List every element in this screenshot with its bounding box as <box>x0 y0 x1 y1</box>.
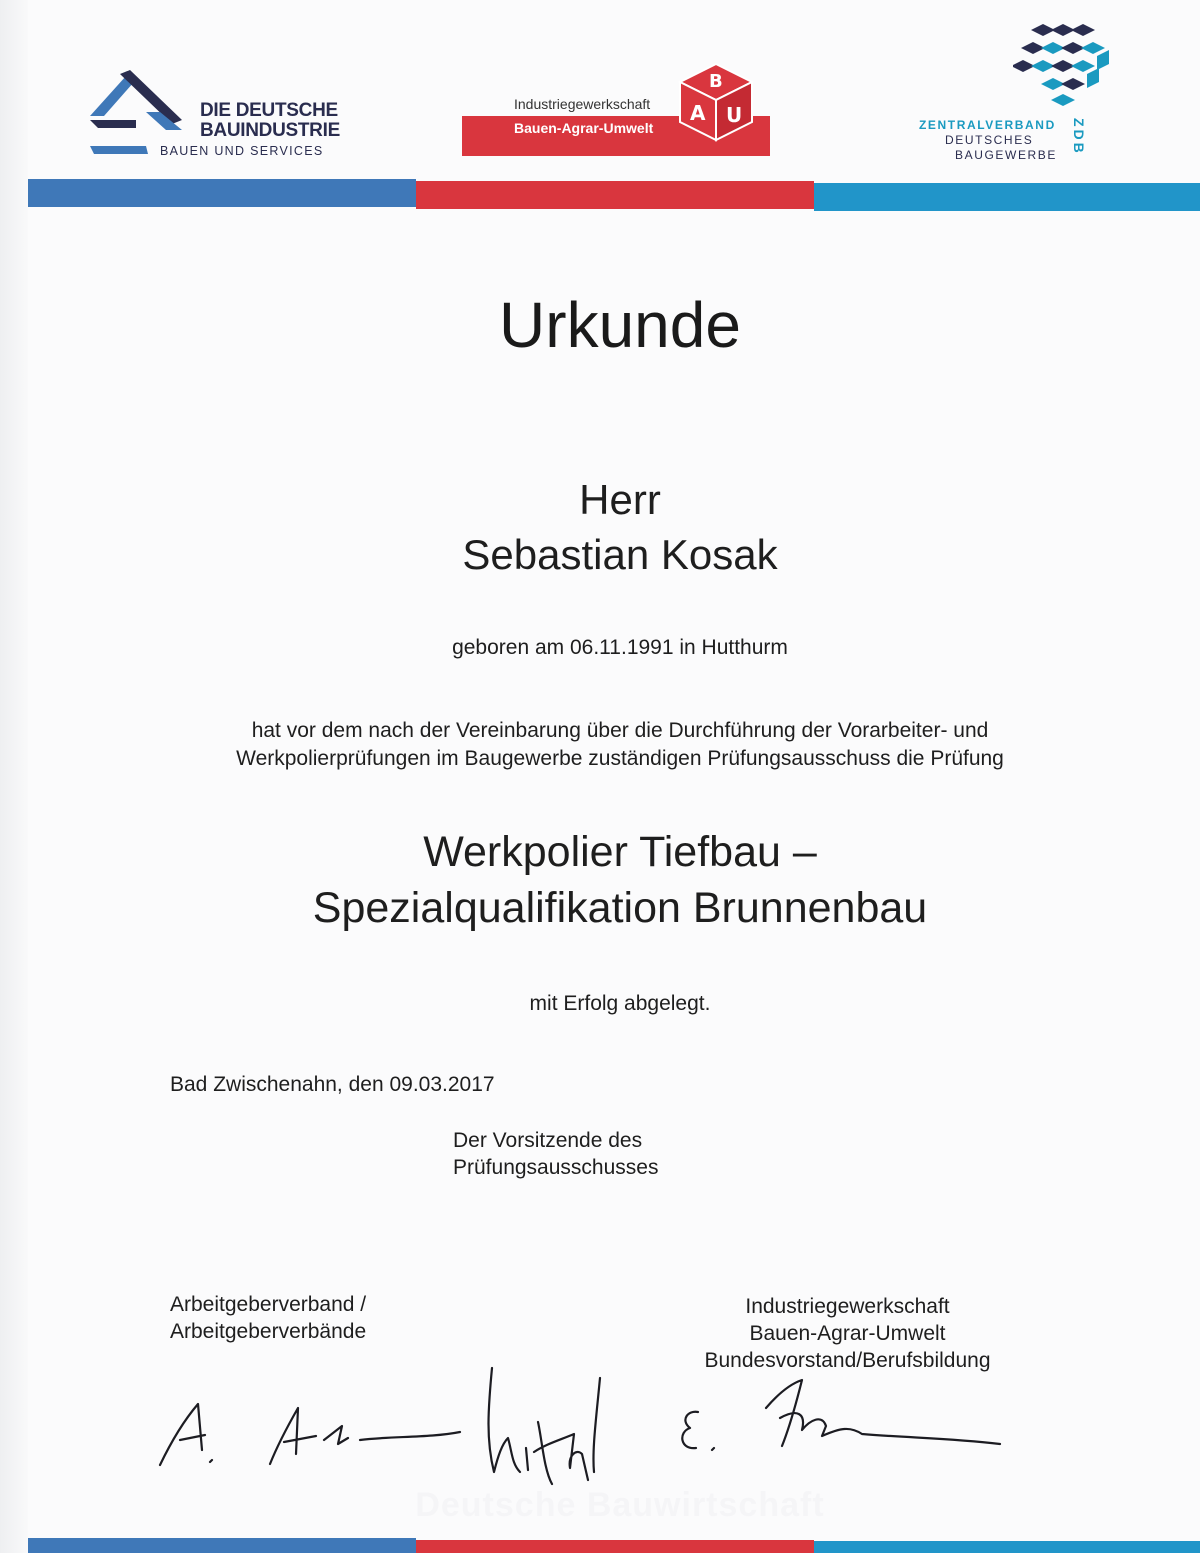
body-text-line1: hat vor dem nach der Vereinbarung über die Durchführung der Vorarbeiter- und <box>251 719 989 742</box>
logo-ig-bau <box>462 60 772 160</box>
svg-text:A: A <box>690 101 706 125</box>
signature-union <box>682 1380 1000 1450</box>
logo-zdb <box>905 20 1105 170</box>
salutation: Herr <box>579 476 661 523</box>
signature-employer <box>160 1404 460 1465</box>
logo-center-band: Bauen-Agrar-Umwelt <box>514 120 654 136</box>
logo-left-line3: BAUEN UND SERVICES <box>160 144 324 158</box>
bau-cube-icon <box>676 60 756 144</box>
top-stripe-blue <box>28 179 416 207</box>
watermark-text: Deutsche Bauwirtschaft <box>415 1486 825 1524</box>
logo-right-line1: ZENTRALVERBAND <box>919 118 1056 132</box>
chair-line1: Der Vorsitzende des <box>453 1129 643 1152</box>
cube-pattern-icon <box>1013 20 1113 110</box>
employer-line2: Arbeitgeberverbände <box>170 1320 367 1343</box>
birth-info: geboren am 06.11.1991 in Hutthurm <box>452 636 788 659</box>
union-line3: Bundesvorstand/Berufsbildung <box>704 1349 991 1372</box>
top-stripe-red <box>416 181 814 209</box>
chair-line2: Prüfungsausschusses <box>453 1156 659 1179</box>
employer-line1: Arbeitgeberverband / <box>170 1293 367 1316</box>
logo-deutsche-bauindustrie <box>86 68 346 162</box>
logo-left-line1: DIE DEUTSCHE <box>200 100 338 121</box>
bottom-stripe-blue <box>28 1538 416 1553</box>
logo-right-line2: DEUTSCHES <box>945 133 1034 147</box>
signatures <box>150 1360 1030 1500</box>
bottom-stripe-red <box>416 1540 814 1553</box>
logo-right-line3: BAUGEWERBE <box>955 148 1058 162</box>
qualification-line2: Spezialqualifikation Brunnenbau <box>312 884 928 932</box>
bottom-stripe-cyan <box>814 1541 1200 1553</box>
logo-left-line2: BAUINDUSTRIE <box>200 120 340 141</box>
logo-right-mark: ZDB <box>1071 118 1087 156</box>
certificate-title: Urkunde <box>499 289 741 361</box>
svg-text:U: U <box>726 103 743 127</box>
success-statement: mit Erfolg abgelegt. <box>529 992 711 1015</box>
svg-text:B: B <box>709 71 723 92</box>
top-stripe-cyan <box>814 183 1200 211</box>
logo-center-small: Industriegewerkschaft <box>514 96 651 112</box>
chair-label <box>453 1127 658 1181</box>
place-date: Bad Zwischenahn, den 09.03.2017 <box>170 1073 495 1096</box>
signature-chair <box>489 1368 601 1484</box>
scan-edge-shadow <box>0 0 28 1553</box>
body-text-line2: Werkpolierprüfungen im Baugewerbe zuständigen Prüfungsausschuss die Prüfung <box>236 747 1004 770</box>
qualification-line1: Werkpolier Tiefbau – <box>423 828 817 876</box>
employer-label <box>170 1291 366 1345</box>
union-line2: Bauen-Agrar-Umwelt <box>749 1322 946 1345</box>
recipient-name: Sebastian Kosak <box>462 531 778 578</box>
union-line1: Industriegewerkschaft <box>745 1295 950 1318</box>
